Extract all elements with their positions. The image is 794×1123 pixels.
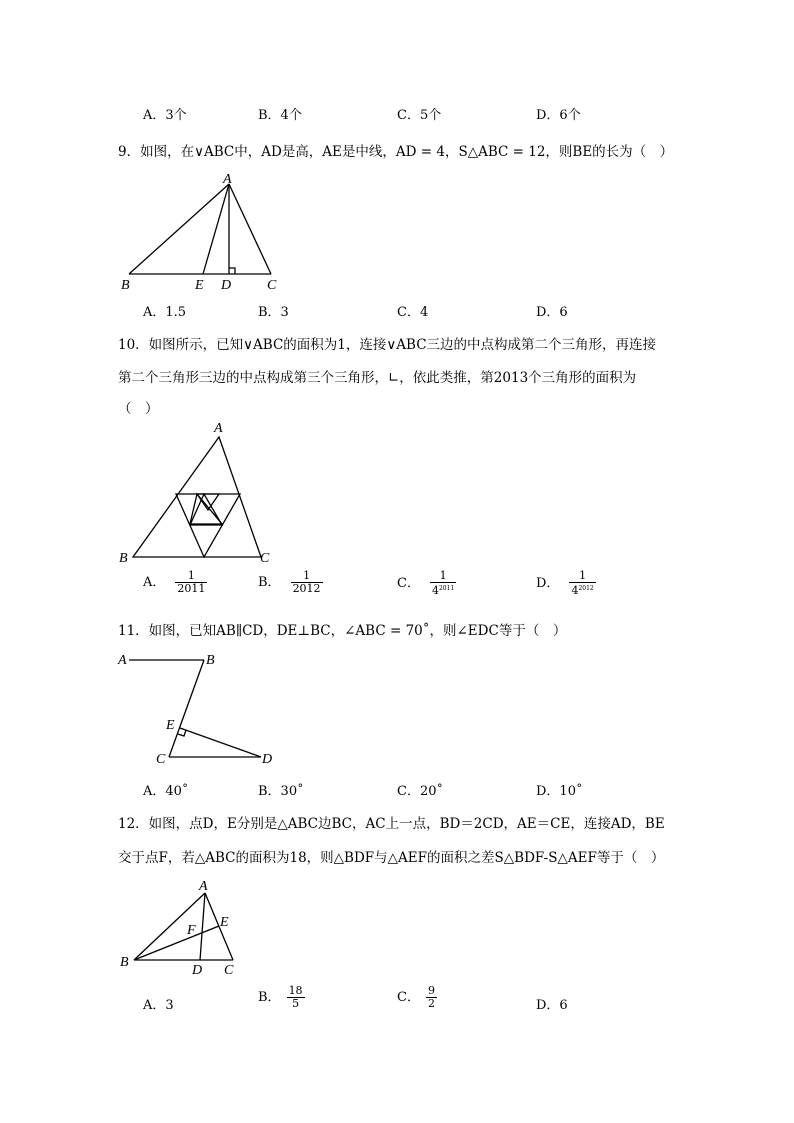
q9-option-d: D．6 (536, 305, 568, 320)
q10-option-c: C． $\frac{1}{4^{2011}}$ (397, 569, 455, 597)
q12-label-a: A (199, 879, 208, 894)
q12-label-b: B (120, 955, 129, 970)
q12-option-a: A．3 (143, 998, 174, 1013)
q11-label-b: B (206, 653, 215, 668)
q9-label-b: B (121, 278, 130, 293)
q8-option-a: A．3个 (143, 108, 187, 123)
q9-option-a: A．1.5 (143, 305, 187, 320)
q12-option-c: C． $\frac{9}{2}$ (397, 984, 435, 1010)
q11-option-b: B．30˚ (258, 784, 304, 799)
q11-option-c: C．20˚ (397, 784, 443, 799)
q10-label-b: B (119, 551, 128, 566)
q10-option-a: A． $\frac{1}{2011}$ (143, 569, 206, 595)
q12-stem-line1: 12．如图，点D，E分别是△ABC边BC，AC上一点，BD＝2CD，AE＝CE，连接AD，BE (118, 816, 665, 832)
q10-option-d: D． $\frac{1}{4^{2012}}$ (536, 569, 594, 597)
q11-label-a: A (118, 653, 127, 668)
q9-label-a: A (223, 172, 232, 187)
q9-stem: 9．如图，在∨ABC中，AD是高，AE是中线，AD = 4，S△ABC = 12，则BE的长为（ ） (118, 144, 674, 160)
q9-label-c: C (267, 278, 277, 293)
q12-label-f: F (187, 923, 196, 938)
q10-stem-line3: （ ） (118, 401, 159, 417)
q12-option-d: D．6 (536, 998, 568, 1013)
q10-option-b: B． $\frac{1}{2012}$ (258, 569, 321, 595)
q10-label-c: C (260, 551, 270, 566)
q11-option-d: D．10˚ (536, 784, 583, 799)
q10-label-a: A (214, 421, 223, 436)
q8-option-c: C．5个 (397, 108, 442, 123)
q11-label-c: C (156, 752, 166, 767)
q10-stem-line2: 第二个三角形三边的中点构成第三个三角形，∟，依此类推，第2013个三角形的面积为 (118, 370, 637, 386)
q10-stem-line1: 10．如图所示，已知∨ABC的面积为1，连接∨ABC三边的中点构成第二个三角形，再连接 (118, 337, 657, 353)
q8-option-d: D．6个 (536, 108, 581, 123)
q11-label-d: D (262, 752, 273, 767)
q12-stem-line2: 交于点F，若△ABC的面积为18，则△BDF与△AEF的面积之差S△BDF-S△AEF等于（ ） (118, 850, 665, 866)
q12-label-d: D (192, 963, 203, 978)
q11-stem: 11．如图，已知AB∥CD，DE⊥BC，∠ABC = 70˚，则∠EDC等于（ ） (118, 623, 567, 639)
q11-label-e: E (166, 718, 175, 733)
q12-option-b: B． $\frac{18}{5}$ (258, 984, 303, 1010)
q9-option-b: B．3 (258, 305, 289, 320)
q9-label-e: E (195, 278, 204, 293)
q11-option-a: A．40˚ (143, 784, 189, 799)
q9-label-d: D (221, 278, 232, 293)
q12-label-c: C (224, 963, 234, 978)
q8-option-b: B．4个 (258, 108, 302, 123)
q9-option-c: C．4 (397, 305, 429, 320)
q12-label-e: E (220, 915, 229, 930)
